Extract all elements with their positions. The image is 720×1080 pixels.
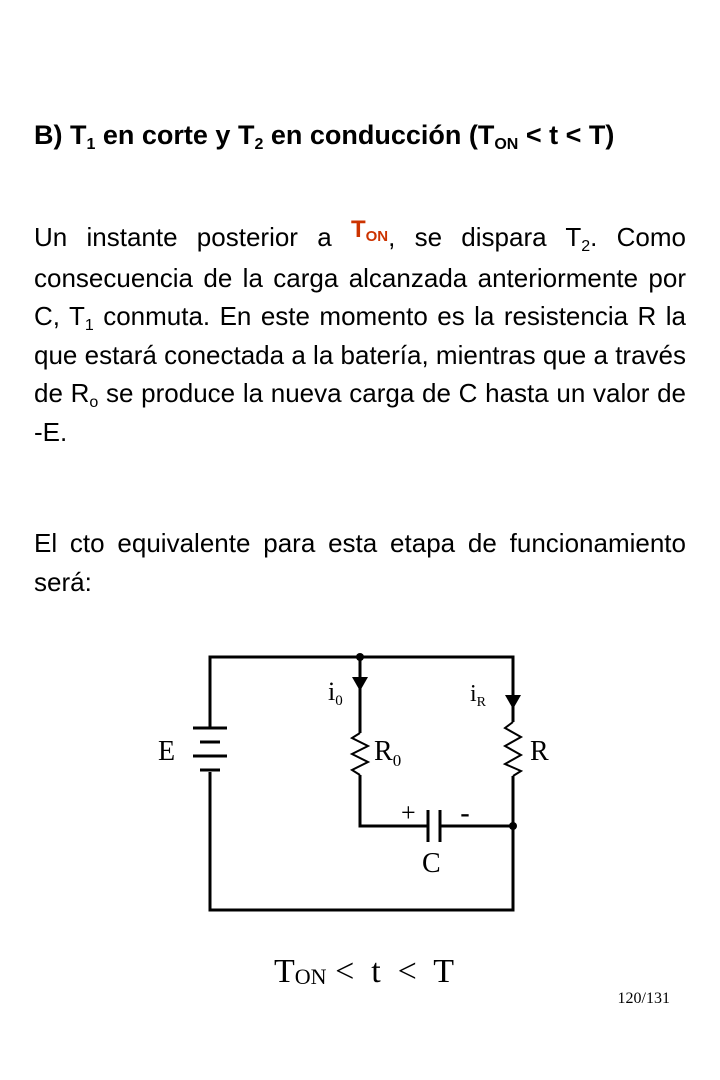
resistor-label-r: R xyxy=(530,736,549,767)
page-number: 120/131 xyxy=(617,990,670,1007)
resistor-r0 xyxy=(352,733,368,775)
source-label-e: E xyxy=(158,736,176,767)
junction-top xyxy=(356,653,364,661)
current-arrow-iR xyxy=(505,695,521,709)
capacitor-label-c: C xyxy=(422,848,441,879)
resistor-label-r0: $R_0$ xyxy=(374,736,402,770)
equivalent-circuit-paragraph: El cto equivalente para esta etapa de funcionamiento será: xyxy=(34,528,686,597)
current-label-i0: i0 xyxy=(328,677,343,709)
current-arrow-i0 xyxy=(352,677,368,691)
wire-r0-to-cap xyxy=(360,775,428,826)
description-paragraph: Un instante posterior a $T_{ON}$, se dispara $T_2$. Como consecuencia de la carga alcanzada anteriormente por C, $T_1$ conmuta. En este momento es la resistencia R la que estará conectada a la batería, mientras que a través de $R_o$ se produce la nueva carga de C hasta un valor de -E. xyxy=(34,218,686,451)
time-condition: TON < t < T xyxy=(274,953,455,990)
capacitor-minus-label: - xyxy=(460,797,470,830)
resistor-r xyxy=(505,722,521,776)
current-label-ir: $i_R$ xyxy=(470,681,487,710)
section-heading: B) $T_1$ en corte y $T_2$ en conducción $(T_{ON} < t < T)$ xyxy=(34,120,615,153)
ton-annotation: $T_{ON}$ xyxy=(350,216,389,245)
junction-right xyxy=(509,822,517,830)
capacitor-plus-label: + xyxy=(401,798,416,827)
